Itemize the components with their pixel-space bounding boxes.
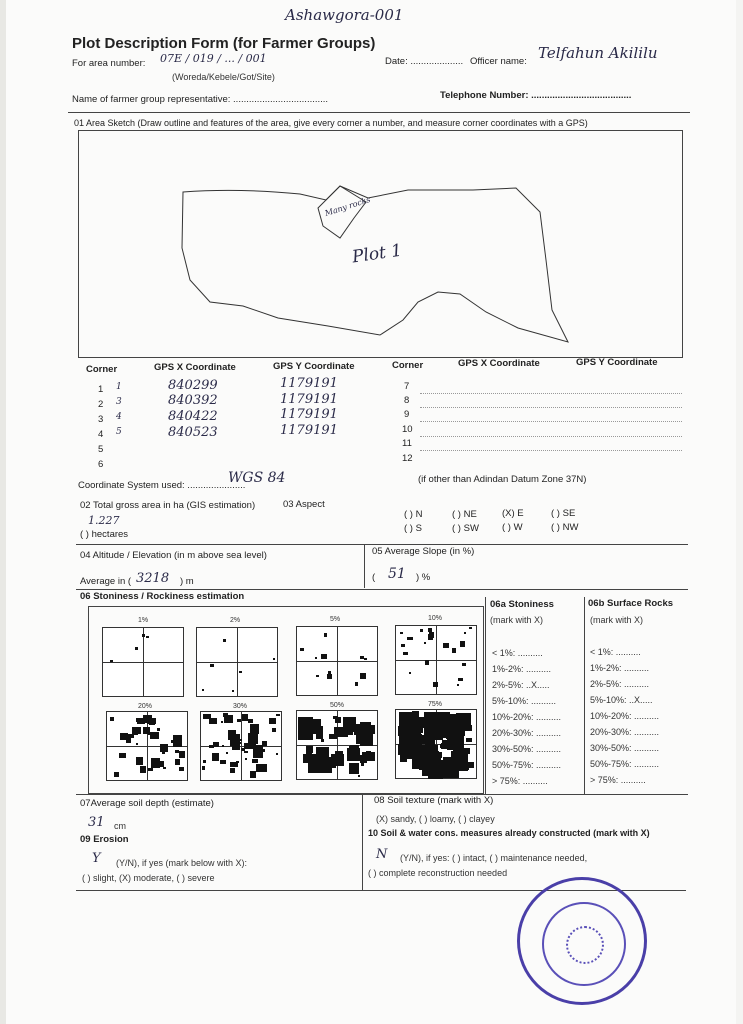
aspect-sw[interactable]: ( ) SW: [452, 523, 479, 534]
rock-dot: [248, 719, 253, 723]
corner-number: 9: [404, 409, 410, 420]
swc-label: 10 Soil & water cons. measures already constructed (mark with X): [368, 828, 650, 838]
rock-dot: [409, 672, 411, 674]
area-number-value[interactable]: 07E / 019 / ... / 001: [160, 52, 267, 65]
stoniness-option[interactable]: 10%-20%: ..........: [492, 712, 562, 722]
stoniness-option[interactable]: < 1%: ..........: [492, 648, 543, 658]
rock-note: Many rocks: [323, 194, 372, 219]
section-divider: [76, 544, 688, 545]
section-divider: [76, 589, 688, 590]
rock-dot: [239, 671, 242, 673]
rock-dot: [276, 753, 278, 755]
rock-dot: [252, 759, 258, 763]
surface-rocks-option[interactable]: < 1%: ..........: [590, 647, 641, 657]
rock-dot: [407, 637, 413, 640]
rock-dot: [262, 741, 267, 746]
rock-dot: [360, 673, 366, 679]
surface-rocks-option[interactable]: 50%-75%: ..........: [590, 759, 660, 769]
soil-texture-options[interactable]: (X) sandy, ( ) loamy, ( ) clayey: [376, 814, 495, 824]
rock-dot: [424, 642, 426, 644]
rock-dot: [360, 656, 364, 659]
col-y-left: GPS Y Coordinate: [273, 361, 355, 372]
corner-handwritten: 5: [116, 427, 122, 437]
slope-prefix: (: [372, 572, 376, 583]
aspect-label: 03 Aspect: [283, 499, 325, 510]
corner-handwritten: 1: [116, 382, 122, 392]
official-seal-stamp: [517, 877, 647, 1005]
altitude-suffix: ) m: [180, 576, 194, 587]
rock-dot: [466, 738, 472, 742]
rock-dot: [321, 654, 327, 659]
coordinate-system-suffix: (if other than Adindan Datum Zone 37N): [418, 474, 587, 485]
stoniness-col-a-sub: (mark with X): [490, 615, 544, 625]
rock-dot: [440, 744, 444, 748]
row-rule: [420, 393, 682, 394]
rock-dot: [412, 758, 428, 769]
surface-rocks-option[interactable]: 10%-20%: ..........: [590, 711, 660, 721]
rock-dot: [349, 763, 359, 774]
plot-id-handwritten: Ashawgora-001: [285, 6, 404, 24]
soil-depth-label: 07Average soil depth (estimate): [80, 798, 214, 809]
rock-sample-box: [102, 627, 184, 697]
rock-dot: [136, 757, 143, 765]
rock-dot: [320, 752, 323, 755]
aspect-w[interactable]: ( ) W: [502, 522, 523, 533]
rock-dot: [464, 632, 466, 634]
stoniness-col-b-title: 06b Surface Rocks: [588, 598, 674, 609]
rock-dot: [469, 627, 472, 629]
lower-col-separator: [362, 795, 363, 890]
rock-dot: [119, 753, 126, 758]
stoniness-option[interactable]: 20%-30%: ..........: [492, 728, 562, 738]
corner-number: 1: [98, 384, 104, 395]
box-pct-label: 75%: [428, 701, 443, 708]
rock-dot: [307, 719, 313, 723]
rock-dot: [230, 762, 238, 767]
gps-y-value[interactable]: 1179191: [280, 376, 338, 391]
corner-number: 8: [404, 395, 410, 406]
box-pct-label: 2%: [230, 617, 241, 624]
rock-dot: [460, 641, 465, 647]
box-pct-label: 10%: [428, 615, 443, 622]
erosion-line2[interactable]: ( ) slight, (X) moderate, ( ) severe: [82, 873, 215, 883]
rock-dot: [324, 749, 326, 751]
rock-dot: [433, 682, 438, 687]
rock-dot: [160, 744, 168, 752]
gps-x-value[interactable]: 840422: [168, 409, 218, 424]
box-pct-label: 1%: [138, 617, 149, 624]
gross-area-label: 02 Total gross area in ha (GIS estimation): [80, 500, 256, 511]
date-label: Date: ....................: [385, 56, 464, 67]
seal-emblem-icon: [566, 926, 604, 964]
swc-value[interactable]: N: [376, 847, 388, 862]
rock-dot: [171, 740, 176, 743]
rock-dot: [223, 639, 226, 642]
rock-dot: [331, 754, 344, 766]
rock-dot: [110, 660, 113, 662]
rock-dot: [213, 742, 219, 747]
altitude-slope-separator: [364, 545, 365, 588]
rock-dot: [202, 689, 204, 691]
rock-dot: [135, 647, 138, 650]
rock-dot: [445, 714, 463, 731]
rock-dot: [328, 671, 331, 674]
corner-number: 5: [98, 444, 104, 455]
form-title: Plot Description Form (for Farmer Groups): [72, 35, 376, 52]
soil-depth-unit: cm: [114, 821, 126, 831]
soil-texture-label: 08 Soil texture (mark with X): [374, 795, 494, 806]
corner-number: 12: [402, 453, 413, 464]
rock-dot: [149, 720, 155, 725]
rock-dot: [460, 748, 470, 754]
rock-dot: [300, 648, 304, 651]
gps-y-value[interactable]: 1179191: [280, 423, 338, 438]
rock-dot: [364, 658, 367, 660]
corner-number: 2: [98, 399, 104, 410]
corner-number: 4: [98, 429, 104, 440]
rock-dot: [273, 658, 275, 660]
rock-dot: [212, 753, 219, 761]
rock-dot: [327, 674, 332, 679]
aspect-n[interactable]: ( ) N: [404, 509, 423, 520]
rock-dot: [457, 684, 459, 686]
telephone-label: Telephone Number: ......................................: [440, 90, 632, 101]
altitude-value[interactable]: 3218: [136, 571, 170, 586]
slope-label: 05 Average Slope (in %): [372, 546, 475, 557]
surface-rocks-option[interactable]: 30%-50%: ..........: [590, 743, 660, 753]
rock-dot: [132, 727, 141, 734]
erosion-line1: (Y/N), if yes (mark below with X):: [116, 858, 248, 868]
soil-depth-value[interactable]: 31: [88, 815, 105, 830]
rock-dot: [443, 643, 449, 648]
rock-dot: [452, 648, 456, 653]
rock-dot: [244, 751, 248, 753]
gps-y-value[interactable]: 1179191: [280, 392, 338, 407]
surface-rocks-option[interactable]: 1%-2%: ..........: [590, 663, 650, 673]
stoniness-col-separator: [485, 597, 486, 794]
rock-dot: [163, 767, 166, 769]
col-x-right: GPS X Coordinate: [458, 358, 540, 369]
rock-dot: [242, 714, 248, 721]
box-pct-label: 50%: [330, 702, 345, 709]
corner-number: 10: [402, 424, 413, 435]
rock-dot: [142, 634, 145, 637]
altitude-label: 04 Altitude / Elevation (in m above sea level): [80, 550, 267, 561]
rock-dot: [428, 628, 432, 632]
stoniness-option[interactable]: 2%-5%: ..X.....: [492, 680, 550, 690]
coordinate-system-label: Coordinate System used: ......................: [78, 480, 246, 491]
rock-dot: [143, 727, 150, 734]
stoniness-col-a-title: 06a Stoniness: [490, 599, 554, 610]
area-number-sub: (Woreda/Kebele/Got/Site): [172, 72, 275, 82]
rock-dot: [467, 725, 472, 731]
box-pct-label: 30%: [233, 703, 248, 710]
rock-dot: [220, 760, 226, 764]
aspect-ne[interactable]: ( ) NE: [452, 509, 477, 520]
rock-dot: [210, 664, 214, 667]
rock-dot: [250, 724, 259, 734]
rock-dot: [224, 715, 233, 723]
row-rule: [420, 421, 682, 422]
rock-dot: [424, 712, 443, 736]
gps-x-value[interactable]: 840392: [168, 393, 218, 408]
rock-dot: [179, 751, 185, 758]
rock-dot: [226, 752, 228, 754]
erosion-value[interactable]: Y: [92, 851, 101, 866]
row-rule: [420, 407, 682, 408]
rock-dot: [203, 714, 211, 719]
slope-value[interactable]: 51: [388, 566, 406, 582]
corner-number: 11: [402, 438, 412, 449]
erosion-label: 09 Erosion: [80, 834, 129, 845]
col-y-right: GPS Y Coordinate: [576, 357, 658, 368]
rock-sample-box: [196, 627, 278, 697]
rock-dot: [248, 733, 258, 744]
rock-dot: [420, 629, 423, 632]
coordinate-system-value[interactable]: WGS 84: [228, 470, 286, 486]
rock-dot: [403, 734, 422, 759]
rock-dot: [333, 716, 338, 719]
rock-dot: [358, 775, 360, 777]
plot-label: Plot 1: [350, 240, 404, 268]
officer-label: Officer name:: [470, 56, 527, 67]
rock-dot: [458, 678, 463, 681]
rock-dot: [306, 746, 313, 753]
rock-dot: [179, 767, 184, 771]
rock-dot: [136, 718, 142, 722]
rock-dot: [360, 722, 371, 735]
rock-dot: [455, 760, 461, 766]
rock-dot: [298, 723, 309, 735]
rock-sample-box: [296, 626, 378, 696]
rock-dot: [146, 636, 149, 638]
rock-dot: [221, 721, 223, 723]
rock-dot: [222, 745, 224, 747]
rock-dot: [412, 711, 419, 719]
rock-dot: [213, 722, 215, 724]
col-corner-right: Corner: [392, 360, 424, 371]
rock-dot: [355, 682, 358, 686]
rock-dot: [403, 652, 408, 655]
rock-dot: [175, 750, 179, 753]
rock-dot: [316, 675, 319, 677]
stoniness-option[interactable]: > 75%: ..........: [492, 776, 548, 786]
rock-dot: [157, 728, 160, 731]
rock-dot: [315, 657, 317, 659]
stoniness-option[interactable]: 50%-75%: ..........: [492, 760, 562, 770]
rock-dot: [110, 717, 114, 721]
surface-rocks-option[interactable]: > 75%: ..........: [590, 775, 646, 785]
rock-dot: [203, 760, 206, 763]
area-number-label: For area number:: [72, 58, 146, 69]
aspect-s[interactable]: ( ) S: [404, 523, 422, 534]
rock-dot: [136, 743, 138, 745]
gross-area-unit: ( ) hectares: [80, 529, 129, 540]
rock-dot: [262, 749, 265, 752]
corner-number: 6: [98, 459, 104, 470]
rock-dot: [114, 772, 119, 777]
gross-area-value[interactable]: 1.227: [88, 514, 120, 527]
row-rule: [420, 436, 682, 437]
surface-rocks-option[interactable]: 20%-30%: ..........: [590, 727, 660, 737]
box-pct-label: 20%: [138, 703, 153, 710]
gps-x-value[interactable]: 840299: [168, 378, 218, 393]
header-divider: [68, 112, 690, 113]
rock-dot: [230, 734, 240, 746]
rock-dot: [401, 644, 405, 647]
col-x-left: GPS X Coordinate: [154, 362, 236, 373]
surface-rocks-option[interactable]: 5%-10%: ..X.....: [590, 695, 653, 705]
rock-dot: [202, 766, 205, 770]
rock-dot: [347, 749, 359, 757]
representative-label: Name of farmer group representative: ....................................: [72, 94, 329, 105]
altitude-prefix: Average in (: [80, 576, 132, 587]
surface-rocks-option[interactable]: 2%-5%: ..........: [590, 679, 650, 689]
rock-dot: [151, 758, 160, 768]
corner-number: 3: [98, 414, 104, 425]
officer-name-value[interactable]: Telfahun Akililu: [538, 44, 658, 62]
aspect-se[interactable]: ( ) SE: [551, 508, 576, 519]
stoniness-label: 06 Stoniness / Rockiness estimation: [80, 591, 245, 602]
rock-dot: [425, 660, 429, 665]
sketch-heading: 01 Area Sketch (Draw outline and features of the area, give every corner a number, and measure corner coordinates with a GPS): [74, 118, 588, 128]
swc-line2[interactable]: ( ) complete reconstruction needed: [368, 868, 508, 878]
rock-dot: [276, 714, 280, 716]
swc-line1[interactable]: (Y/N), if yes: ( ) intact, ( ) maintenance needed,: [400, 853, 588, 863]
rock-dot: [311, 760, 320, 767]
stoniness-col-separator: [584, 597, 585, 794]
rock-dot: [245, 758, 247, 760]
rock-dot: [150, 732, 159, 739]
gps-y-value[interactable]: 1179191: [280, 407, 338, 422]
gross-area-unit-text: hectares: [91, 529, 129, 540]
corner-handwritten: 3: [116, 397, 122, 407]
rock-dot: [361, 763, 364, 766]
rock-dot: [269, 718, 276, 724]
stoniness-col-b-sub: (mark with X): [590, 615, 644, 625]
rock-dot: [462, 663, 466, 666]
rock-dot: [256, 764, 267, 772]
rock-dot: [334, 727, 348, 737]
gps-x-value[interactable]: 840523: [168, 425, 218, 440]
col-corner-left: Corner: [86, 364, 118, 375]
rock-dot: [400, 632, 403, 634]
aspect-e[interactable]: (X) E: [502, 508, 524, 519]
rock-dot: [209, 745, 214, 748]
stoniness-option[interactable]: 30%-50%: ..........: [492, 744, 562, 754]
rock-dot: [148, 768, 153, 771]
corner-number: 7: [404, 381, 410, 392]
rock-dot: [175, 759, 180, 765]
rock-dot: [428, 634, 433, 640]
row-rule: [420, 450, 682, 451]
stoniness-option[interactable]: 5%-10%: ..........: [492, 696, 557, 706]
rock-dot: [237, 719, 241, 722]
corner-handwritten: 4: [116, 412, 122, 422]
rock-dot: [324, 633, 327, 637]
rock-dot: [272, 728, 276, 732]
rock-dot: [366, 751, 371, 757]
rock-dot: [230, 768, 235, 773]
rock-dot: [321, 739, 324, 742]
stoniness-option[interactable]: 1%-2%: ..........: [492, 664, 552, 674]
aspect-nw[interactable]: ( ) NW: [551, 522, 579, 533]
slope-suffix: ) %: [416, 572, 431, 583]
rock-dot: [140, 766, 146, 773]
rock-dot: [232, 690, 234, 692]
box-pct-label: 5%: [330, 616, 341, 623]
